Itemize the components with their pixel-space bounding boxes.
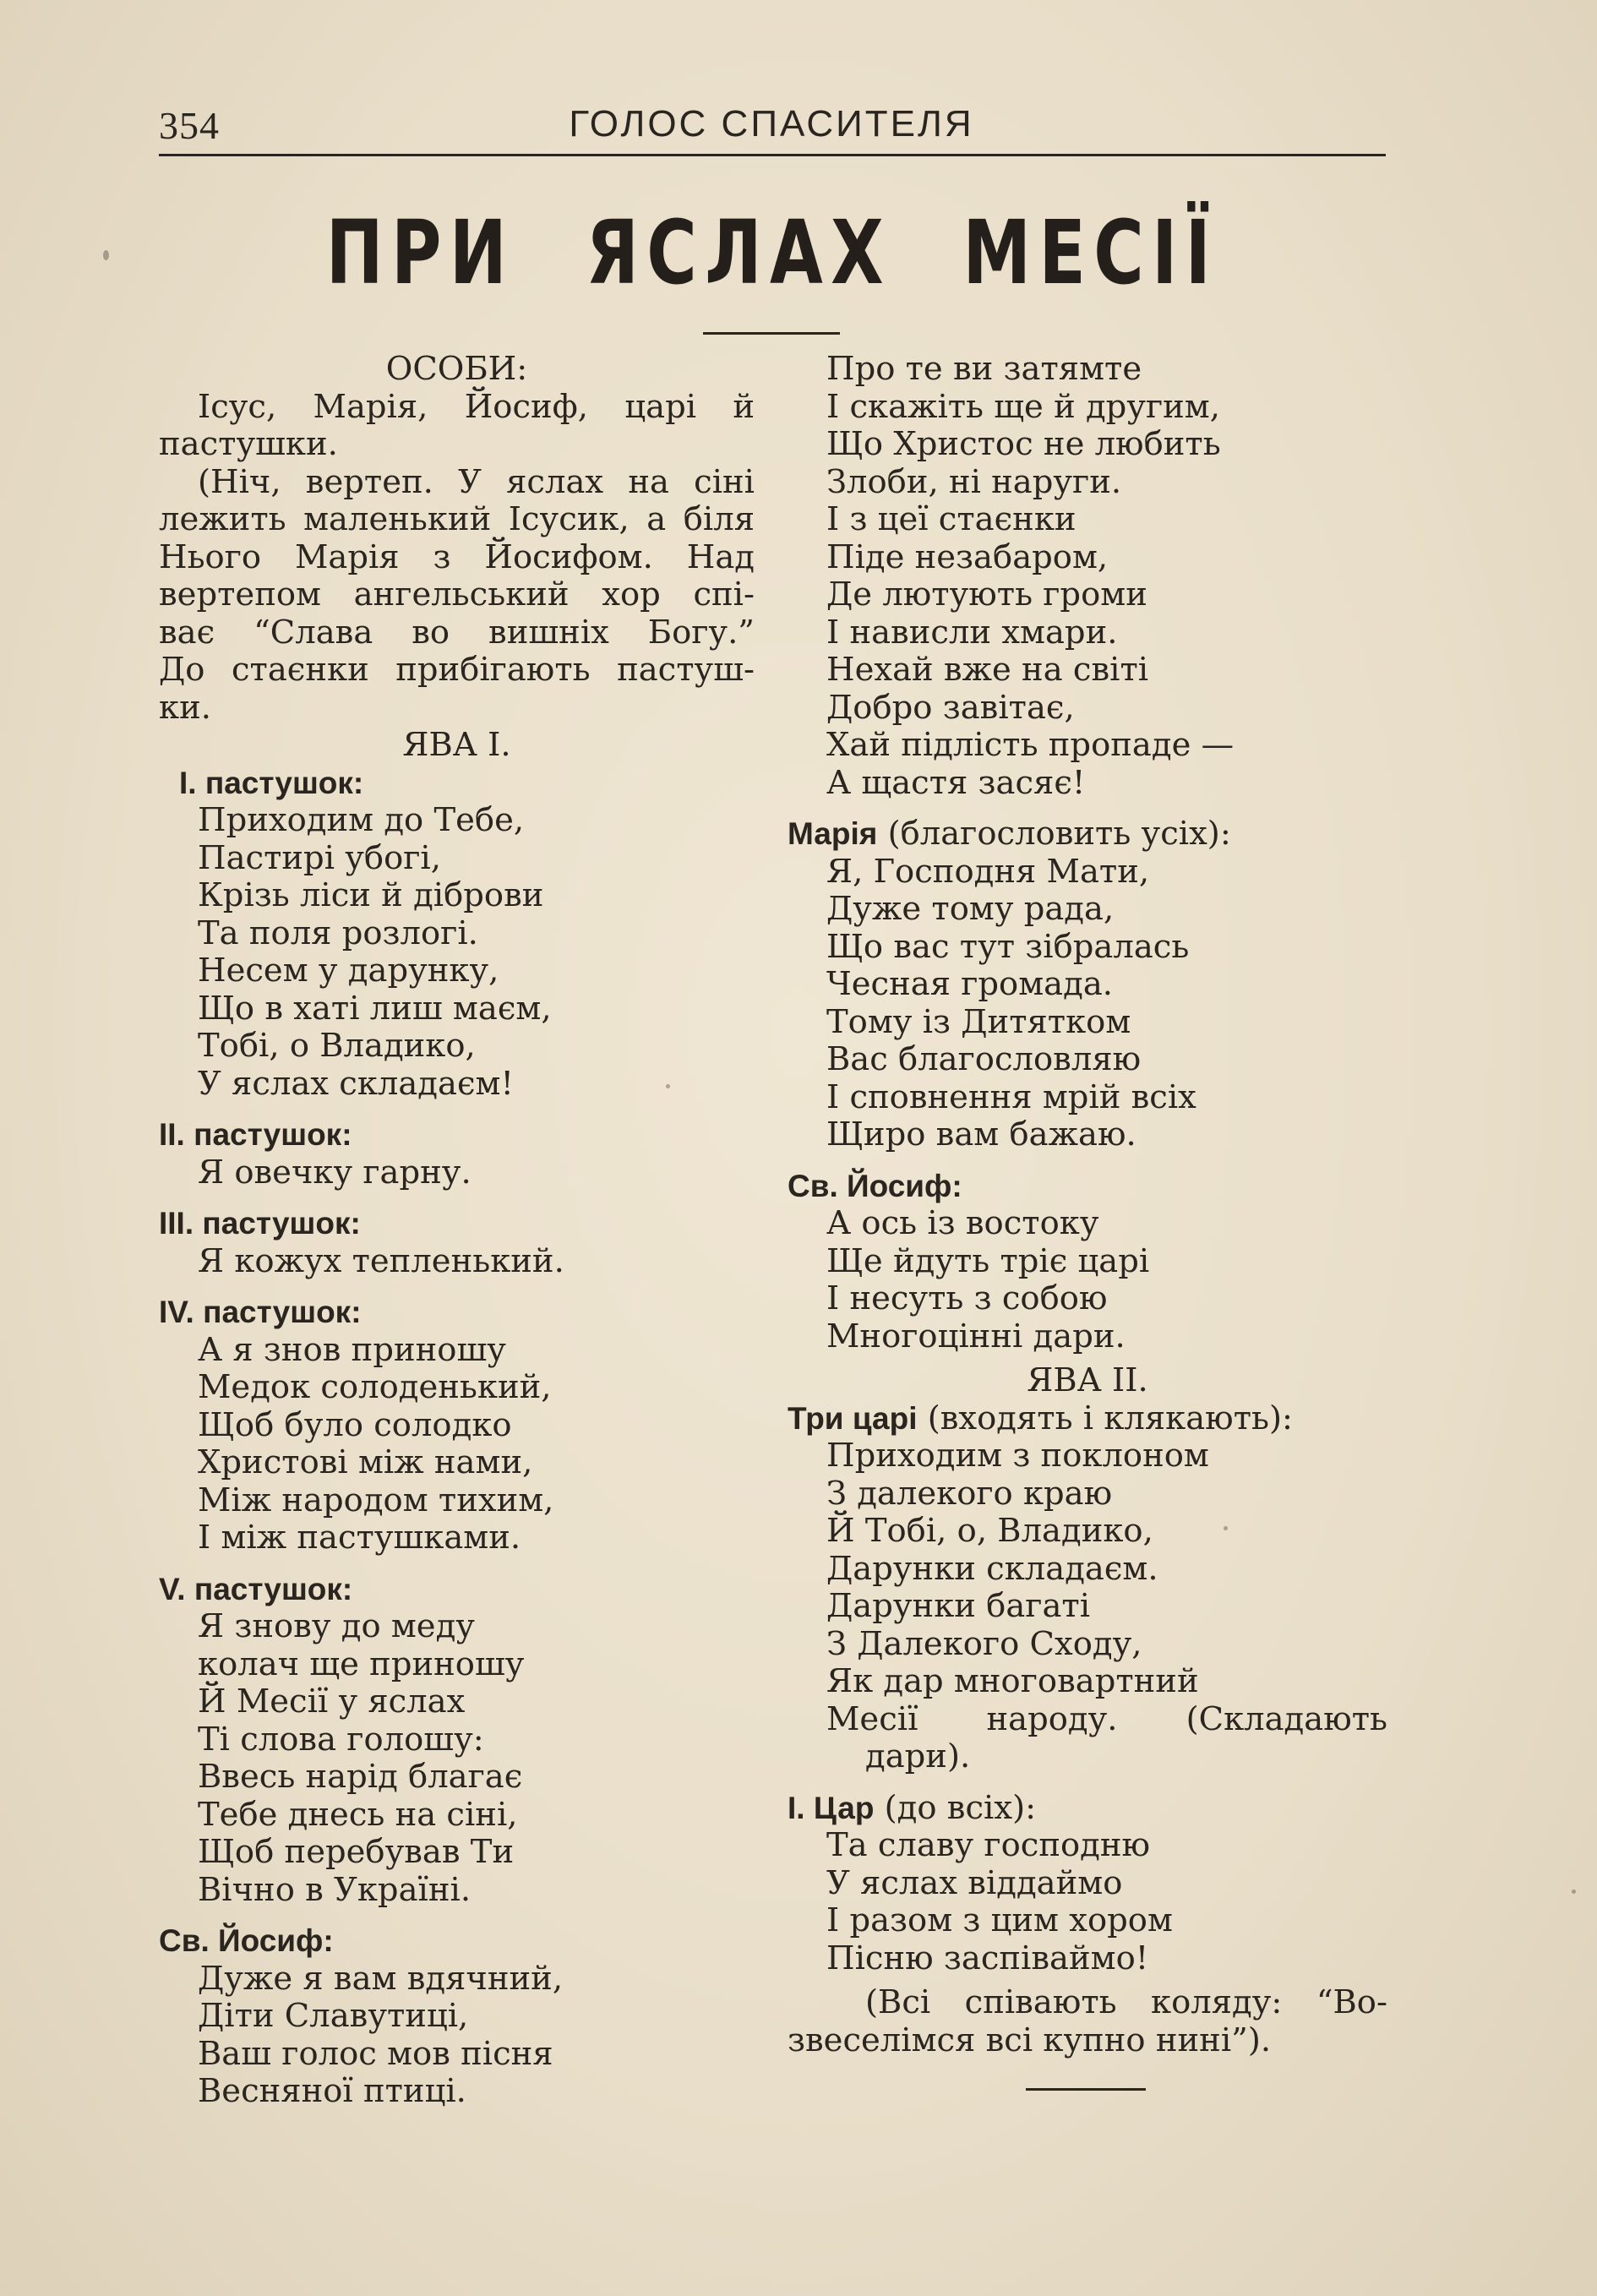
verse-line: Й Тобі, о, Владико, [826, 1512, 1153, 1550]
verse-line: І сповнення мрій всіх [826, 1077, 1196, 1116]
verse-line: Що Христос не любить [826, 425, 1221, 463]
stage-direction: (до всіх): [874, 1788, 1037, 1827]
verse-line: Дуже тому рада, [826, 890, 1115, 928]
persons-line: Ісус, Марія, Йосиф, царі й [198, 387, 755, 426]
verse-line: Я, Господня Мати, [826, 852, 1150, 891]
verse-line: Тобі, о Владико, [198, 1027, 476, 1065]
verse-line: Христові між нами, [198, 1443, 533, 1481]
stage-direction: (входять і клякають): [917, 1399, 1293, 1437]
speaker-line [788, 1790, 1387, 1828]
verse-line: Я овечку гарну. [198, 1153, 471, 1192]
verse-line: Що в хаті лиш маєм, [198, 989, 552, 1028]
play-title: ПРИ ЯСЛАХ МЕСІЇ [325, 201, 1219, 304]
verse-line: Пастирі убогі, [198, 838, 441, 877]
verse-line: І нависли хмари. [826, 613, 1118, 652]
speaker-label: Три царі [788, 1400, 918, 1436]
verse-line: Нехай вже на світі [826, 651, 1149, 689]
verse-line: А щастя засяє! [826, 763, 1086, 802]
verse-line: А ось із востоку [826, 1204, 1099, 1242]
paper-speck [666, 1084, 670, 1088]
verse-line: Злоби, ні наруги. [826, 462, 1122, 501]
page-number: 354 [159, 104, 220, 147]
paper-speck [103, 250, 109, 260]
verse-line: Та славу господню [826, 1826, 1151, 1864]
verse-line: І між пастушками. [198, 1519, 521, 1557]
stage-direction-line: ває “Слава во вишніх Богу.” [159, 613, 755, 652]
stage-direction-line: ки. [159, 688, 211, 727]
persons-heading: ОСОБИ: [385, 350, 528, 388]
speaker-label: І. Цар [788, 1790, 875, 1825]
header-rule [159, 154, 1386, 156]
verse-line: Діти Славутиці, [198, 1997, 469, 2035]
verse-line: Й Месії у яслах [198, 1682, 466, 1721]
verse-line: Приходим з поклоном [826, 1437, 1209, 1475]
verse-line: І разом з цим хором [826, 1901, 1173, 1939]
verse-line: І скажіть ще й другим, [826, 387, 1220, 426]
verse-line: Тебе днесь на сіні, [198, 1795, 518, 1834]
verse-line: Про те ви затямте [826, 350, 1142, 388]
verse-line: Як дар многовартний [826, 1662, 1199, 1700]
speaker-line [788, 815, 1387, 854]
verse-line: Приходим до Тебе, [198, 801, 525, 839]
verse-line: Щоб було солодко [198, 1405, 512, 1444]
speaker-label: Св. Йосиф: [159, 1923, 334, 1958]
verse-line: А я знов приношу [198, 1330, 506, 1369]
verse-line: Пісню заспіваймо! [826, 1939, 1149, 1977]
verse-line: У яслах складаєм! [198, 1064, 514, 1103]
stage-direction-line: вертепом ангельський хор спі- [159, 575, 755, 614]
stage-direction-line: (Ніч, вертеп. У яслах на сіні [198, 462, 755, 501]
journal-title: ГОЛОС СПАСИТЕЛЯ [569, 103, 974, 145]
stage-direction-line: лежить маленький Ісусик, а біля [159, 500, 755, 538]
scene-heading: ЯВА І. [402, 726, 511, 764]
verse-line: Крізь ліси й діброви [198, 876, 544, 914]
verse-line: Вічно в Україні. [198, 1870, 471, 1909]
stage-direction-line: звеселімся всі купно нині”). [788, 2021, 1272, 2059]
verse-line: З Далекого Сходу, [826, 1624, 1142, 1663]
verse-line: Месії народу. (Складають [826, 1699, 1387, 1738]
verse-line: Щиро вам бажаю. [826, 1115, 1136, 1153]
verse-line: І з цеї стаєнки [826, 500, 1076, 538]
verse-line: Ті слова голошу: [198, 1720, 484, 1759]
verse-line: Хай підлість пропаде — [826, 726, 1235, 764]
speaker-label: Св. Йосиф: [788, 1168, 962, 1203]
stage-direction-line: (Всі співають коляду: “Во- [865, 1983, 1387, 2021]
verse-line: Я знову до меду [198, 1607, 475, 1645]
verse-line: дари). [865, 1737, 971, 1775]
right-column [788, 351, 1387, 2059]
verse-line: Та поля розлогі. [198, 913, 478, 952]
persons-line: пастушки. [159, 425, 338, 463]
speaker-label: Марія [788, 816, 878, 851]
stage-direction-line: Нього Марія з Йосифом. Над [159, 537, 755, 576]
speaker-label: ІІ. пастушок: [159, 1117, 352, 1152]
verse-line: Чесная громада. [826, 965, 1114, 1003]
verse-line: Піде незабаром, [826, 537, 1109, 576]
verse-line: колач ще приношу [198, 1644, 525, 1683]
verse-line: Многоцінні дари. [826, 1317, 1126, 1355]
verse-line: Що вас тут зібралась [826, 927, 1190, 966]
verse-line: З далекого краю [826, 1474, 1113, 1513]
stage-direction-line: До стаєнки прибігають пастуш- [159, 651, 755, 689]
speaker-label: V. пастушок: [159, 1571, 353, 1606]
verse-line: У яслах віддаймо [826, 1863, 1123, 1902]
verse-line: Вас благословляю [826, 1040, 1142, 1078]
verse-line: Я кожух тепленький. [198, 1241, 564, 1280]
speaker-label: І. пастушок: [179, 765, 364, 800]
running-head [159, 95, 1384, 154]
paper-speck [1572, 1890, 1576, 1894]
verse-line: Тому із Дитятком [826, 1002, 1131, 1041]
verse-line: Між народом тихим, [198, 1481, 554, 1519]
verse-line: Ваш голос мов пісня [198, 2034, 553, 2073]
verse-line: Дарунки складаєм. [826, 1549, 1158, 1588]
speaker-label: ІІІ. пастушок: [159, 1206, 361, 1241]
speaker-label: IV. пастушок: [159, 1295, 362, 1329]
verse-line: Весняної птиці. [198, 2072, 466, 2110]
verse-line: Дарунки багаті [826, 1587, 1091, 1625]
verse-line: Де лютують громи [826, 575, 1147, 614]
left-column [159, 351, 755, 2111]
verse-line: Добро завітає, [826, 688, 1075, 727]
verse-line: Дуже я вам вдячний, [198, 1959, 564, 1998]
verse-line: Ще йдуть тріє царі [826, 1241, 1150, 1280]
verse-line: Ввесь нарід благає [198, 1758, 523, 1796]
stage-direction: (благословить усіх): [877, 815, 1231, 853]
speaker-line [788, 1400, 1387, 1438]
title-rule [703, 332, 840, 335]
verse-line: І несуть з собою [826, 1279, 1108, 1317]
end-rule [1026, 2088, 1146, 2091]
verse-line: Медок солоденький, [198, 1368, 552, 1406]
verse-line: Несем у дарунку, [198, 952, 499, 990]
verse-line: Щоб перебував Ти [198, 1833, 515, 1871]
paper-speck [1224, 1526, 1228, 1530]
scene-heading: ЯВА ІІ. [1027, 1361, 1148, 1399]
